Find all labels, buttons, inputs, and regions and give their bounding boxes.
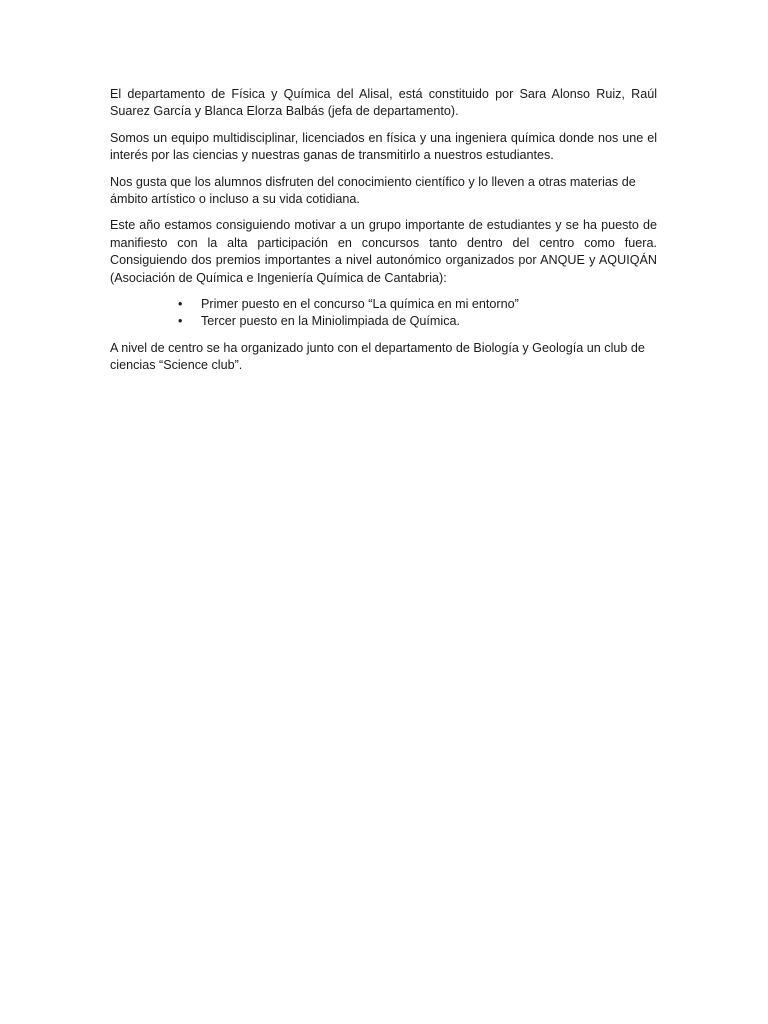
bullet-icon: •	[178, 297, 183, 312]
paragraph-department-members: El departamento de Física y Química del Alisal, está constituido por Sara Alonso Ruiz, Raúl Suarez García y Blanca Elorza Balbás (jefa de departamento).	[110, 87, 657, 119]
list-item-text: Tercer puesto en la Miniolimpiada de Química.	[201, 314, 460, 329]
list-item	[110, 296, 657, 313]
document-body	[110, 86, 657, 384]
list-item-text: Primer puesto en el concurso “La química en mi entorno”	[201, 297, 519, 312]
paragraph-team-description: Somos un equipo multidisciplinar, licenciados en física y una ingeniera química donde nos une el interés por las ciencias y nuestras ganas de transmitirlo a nuestros estudiantes.	[110, 130, 657, 163]
paragraph-competitions: Este año estamos consiguiendo motivar a un grupo importante de estudiantes y se ha puesto de manifiesto con la alta participación en concursos tanto dentro del centro como fuera. Consiguiendo dos premios importantes a nivel autonómico organizados por ANQUE y AQUIQÁN (Asociación de Química e Ingeniería Química de Cantabria):	[110, 218, 657, 285]
paragraph-student-goals: Nos gusta que los alumnos disfruten del conocimiento científico y lo lleven a otras materias de ámbito artístico o incluso a su vida cotidiana.	[110, 174, 636, 207]
list-item	[110, 313, 657, 330]
awards-list	[110, 296, 657, 331]
paragraph-science-club: A nivel de centro se ha organizado junto con el departamento de Biología y Geología un club de ciencias “Science club”.	[110, 340, 645, 373]
bullet-icon: •	[178, 314, 183, 329]
